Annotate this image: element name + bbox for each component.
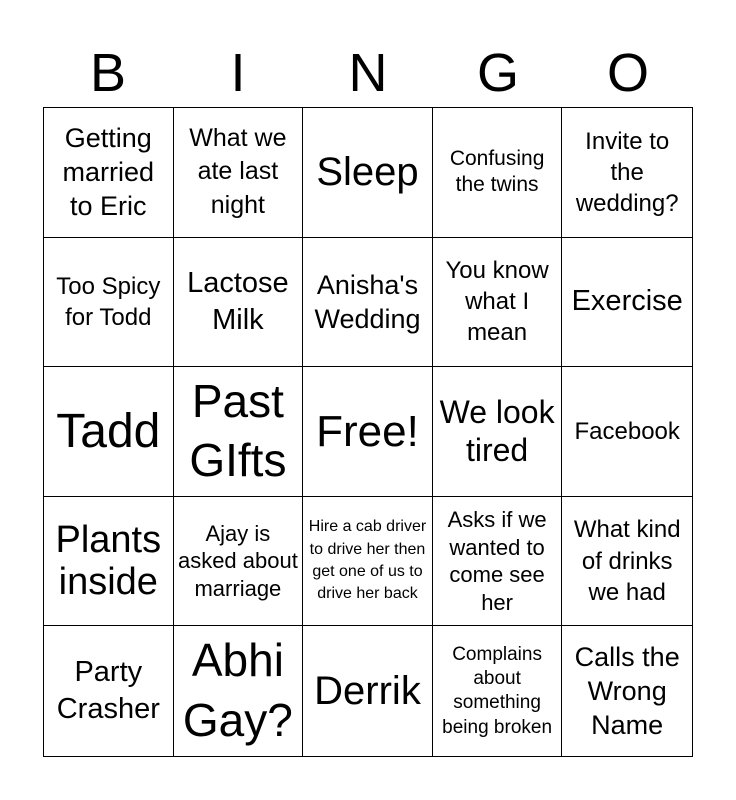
- header-letter-n: N: [348, 43, 388, 103]
- bingo-cell-r3c2[interactable]: [174, 367, 304, 497]
- bingo-cell-r1c1[interactable]: [44, 108, 174, 238]
- bingo-cell-text: What we ate last night: [189, 123, 287, 220]
- bingo-cell-r4c1[interactable]: [44, 497, 174, 627]
- bingo-cell-text: Tadd: [56, 404, 161, 458]
- bingo-cell-r4c4[interactable]: [433, 497, 563, 627]
- bingo-cell-r5c5[interactable]: [562, 626, 692, 756]
- bingo-cell-text: Ajay is asked about marriage: [177, 520, 298, 601]
- bingo-cell-text: Calls the Wrong Name: [574, 642, 680, 741]
- bingo-cell-text: Free!: [316, 406, 419, 456]
- bingo-cell-r3c4[interactable]: [433, 367, 563, 497]
- bingo-cell-text: Lactose Milk: [187, 267, 289, 336]
- bingo-cell-text: Facebook: [574, 417, 680, 445]
- header-letter-b: B: [89, 43, 127, 103]
- bingo-cell-text: Hire a cab driver to drive her then get one of us to drive her back: [308, 518, 427, 603]
- bingo-cell-r2c5[interactable]: [562, 238, 692, 368]
- bingo-header: [43, 40, 693, 106]
- bingo-cell-r3c3[interactable]: [303, 367, 433, 497]
- bingo-cell-text: You know what I mean: [445, 257, 549, 347]
- bingo-cell-text: Sleep: [316, 150, 419, 195]
- bingo-grid: [43, 107, 693, 757]
- bingo-cell-r5c2[interactable]: [174, 626, 304, 756]
- bingo-cell-r1c5[interactable]: [562, 108, 692, 238]
- bingo-cell-text: Getting married to Eric: [62, 123, 155, 222]
- bingo-cell-text: Too Spicy for Todd: [56, 272, 161, 331]
- bingo-cell-r2c4[interactable]: [433, 238, 563, 368]
- bingo-cell-r2c2[interactable]: [174, 238, 304, 368]
- bingo-cell-r2c1[interactable]: [44, 238, 174, 368]
- bingo-cell-r3c1[interactable]: [44, 367, 174, 497]
- bingo-cell-r1c2[interactable]: [174, 108, 304, 238]
- bingo-cell-r1c4[interactable]: [433, 108, 563, 238]
- bingo-cell-text: Plants inside: [55, 518, 162, 604]
- bingo-cell-r5c4[interactable]: [433, 626, 563, 756]
- bingo-cell-text: Invite to the wedding?: [575, 127, 679, 217]
- bingo-cell-r4c2[interactable]: [174, 497, 304, 627]
- bingo-cell-text: Exercise: [571, 285, 683, 318]
- bingo-cell-text: Derrik: [314, 669, 421, 714]
- header-letter-g: G: [476, 43, 519, 103]
- bingo-cell-text: Anisha's Wedding: [314, 269, 421, 334]
- bingo-cell-r3c5[interactable]: [562, 367, 692, 497]
- bingo-cell-r4c5[interactable]: [562, 497, 692, 627]
- bingo-cell-text: Abhi Gay?: [182, 634, 293, 747]
- bingo-cell-text: Party Crasher: [56, 656, 160, 726]
- header-letter-i: I: [230, 43, 246, 103]
- bingo-cell-text: What kind of drinks we had: [573, 516, 681, 606]
- header-letter-o: O: [606, 43, 649, 103]
- bingo-cell-text: Asks if we wanted to come see her: [447, 507, 547, 615]
- bingo-cell-text: We look tired: [439, 394, 555, 469]
- bingo-cell-r5c1[interactable]: [44, 626, 174, 756]
- bingo-cell-r2c3[interactable]: [303, 238, 433, 368]
- bingo-cell-text: Complains about something being broken: [442, 643, 553, 738]
- bingo-cell-r4c3[interactable]: [303, 497, 433, 627]
- bingo-cell-r5c3[interactable]: [303, 626, 433, 756]
- bingo-cell-text: Confusing the twins: [449, 147, 545, 197]
- bingo-cell-r1c3[interactable]: [303, 108, 433, 238]
- bingo-cell-text: Past GIfts: [189, 374, 287, 487]
